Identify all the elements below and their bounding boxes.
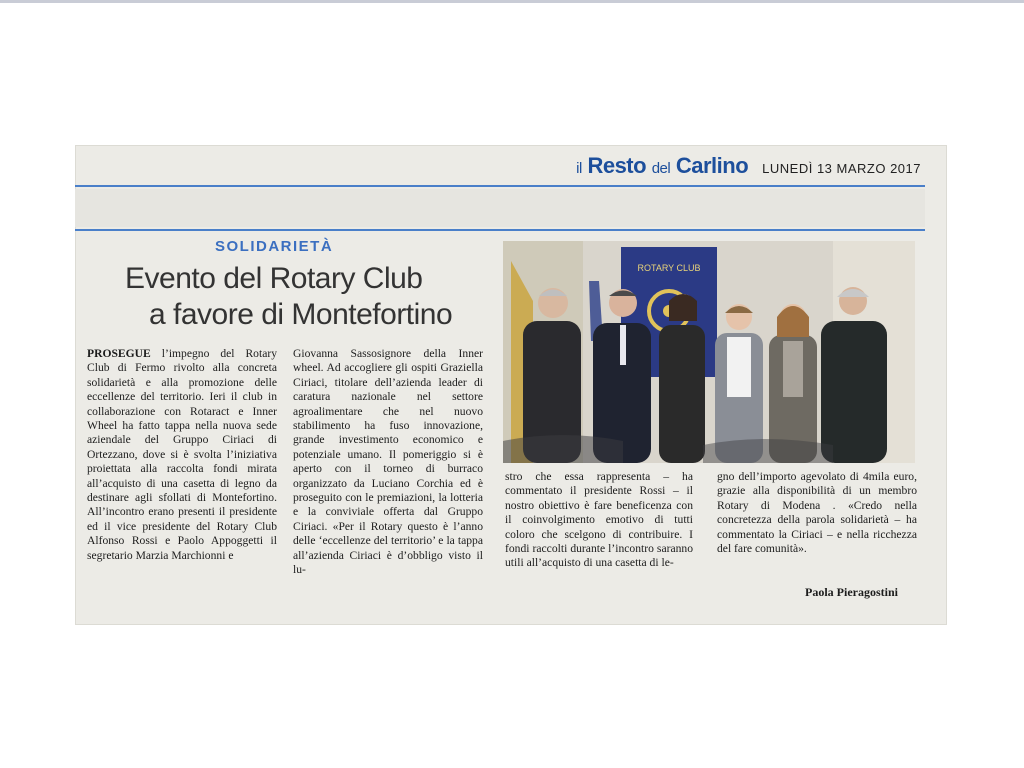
logo-resto: Resto <box>587 153 647 178</box>
newspaper-clipping <box>75 145 947 625</box>
header-rule-bottom <box>75 229 925 231</box>
logo-il: il <box>576 160 582 177</box>
article-column-4: gno dell’importo agevolato di 4mila euro, grazie alla disponibilità di un membro Rotary di Modena . «Credo nella concretezza della parola solidarietà – ha commentato la Ciriaci – e nella ricchezza del fare comunità». <box>717 470 917 556</box>
headline-line-2: a favore di Montefortino <box>149 298 453 331</box>
header-band <box>75 189 925 227</box>
issue-date: LUNEDÌ 13 MARZO 2017 <box>762 161 921 176</box>
article-column-3: stro che essa rappresenta – ha commentato il presidente Rossi – il nostro obiettivo è fare beneficenza con il coinvolgimento emotivo di tutti coloro che scelgono di contribuire. I fondi raccolti durante l’incontro saranno utili all’acquisto di una casetta di le- <box>505 470 693 570</box>
article-kicker: SOLIDARIETÀ <box>215 238 334 255</box>
header-rule-top <box>75 185 925 187</box>
article-column-2: Giovanna Sassosignore della Inner wheel. Ad accogliere gli ospiti Graziella Ciriaci, titolare dell’azienda leader di caratura nazionale nel settore agroalimentare che nel nuovo stabilimento ha fuso innovazione, grande investimento economico e potenziale umano. Il pomeriggio si è aperto con il torneo di burraco organizzato da Luciano Corchia ed è proseguito con le premiazioni, la lotteria e la conviviale offerta dal Gruppo Ciriaci. «Per il Rotary questo è l’anno delle ‘eccellenze del territorio’ e la tappa all’azienda Ciriaci è d’obbligo visto il lu- <box>293 347 483 577</box>
headline-line-1: Evento del Rotary Club <box>125 262 423 295</box>
column-1-text: l’impegno del Rotary Club di Fermo rivolto alla concreta solidarietà e alla promozione delle eccellenze del territorio. Ieri il club in collaborazione con Rotaract e Inner Wheel ha fatto tappa nella nuova sede aziendale del Gruppo Ciriaci di Ortezzano, dove si è svolta l’iniziativa proiettata alla raccolta fondi mirata all’acquisto di una casetta di legno da destinare agli sfollati di Montefortino. All’incontro erano presenti il presidente ed il vice presidente del Rotary Club Alfonso Rossi e Paolo Appoggetti il segretario Marzia Marchionni e <box>87 347 277 562</box>
article-byline: Paola Pieragostini <box>805 585 898 599</box>
masthead <box>576 153 921 179</box>
lead-word: PROSEGUE <box>87 347 151 360</box>
logo-del: del <box>651 160 671 177</box>
newspaper-logo <box>576 153 748 179</box>
group-photo-illustration <box>503 241 915 463</box>
group-photo <box>503 241 915 463</box>
article-headline <box>125 261 525 333</box>
article-column-1 <box>87 347 277 563</box>
logo-carlino: Carlino <box>675 153 749 178</box>
top-border-line <box>0 0 1024 3</box>
banner-text: ROTARY CLUB <box>637 263 701 273</box>
